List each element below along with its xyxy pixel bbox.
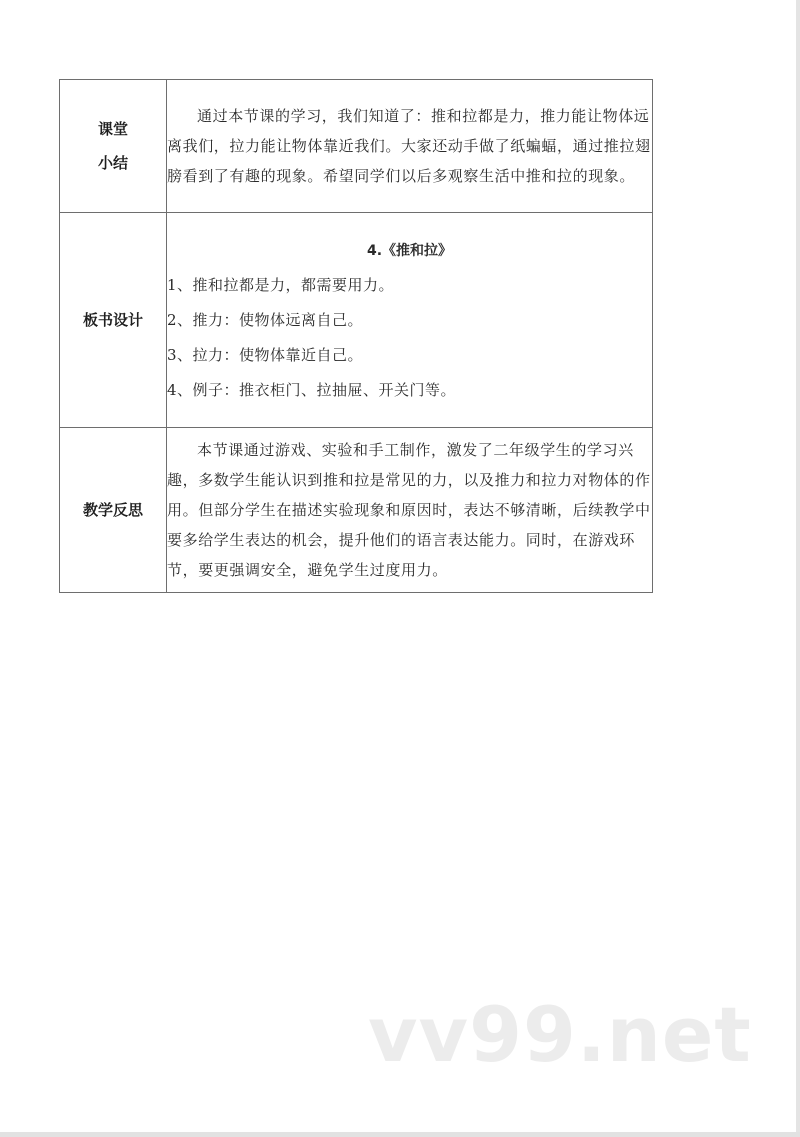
table-row-summary bbox=[60, 80, 653, 213]
summary-label-line-2: 小结 bbox=[97, 154, 128, 172]
watermark-text: vv99.net bbox=[368, 990, 752, 1079]
board-design-item: 3、拉力：使物体靠近自己。 bbox=[167, 345, 364, 364]
table-row-board-design bbox=[60, 213, 653, 428]
reflection-paragraph: 本节课通过游戏、实验和手工制作，激发了二年级学生的学习兴趣，多数学生能认识到推和拉是常见的力，以及推力和拉力对物体的作用。但部分学生在描述实验现象和原因时，表达不够清晰，后续教学中要多给学生表达的机会，提升他们的语言表达能力。同时，在游戏环节，要更强调安全，避免学生过度用力。 bbox=[167, 441, 651, 579]
board-design-content-cell bbox=[167, 213, 653, 428]
board-design-label: 板书设计 bbox=[82, 311, 143, 329]
reflection-label-cell bbox=[60, 428, 167, 593]
reflection-content-cell bbox=[167, 428, 653, 593]
board-design-item: 4、例子：推衣柜门、拉抽屉、开关门等。 bbox=[167, 380, 457, 399]
board-design-item: 2、推力：使物体远离自己。 bbox=[167, 310, 364, 329]
page-right-edge bbox=[796, 0, 800, 1137]
page-bottom-edge bbox=[0, 1132, 800, 1137]
table-row-reflection bbox=[60, 428, 653, 593]
board-design-title: 4.《推和拉》 bbox=[366, 242, 453, 259]
summary-label-line-1: 课堂 bbox=[97, 120, 128, 138]
board-design-item: 1、推和拉都是力，都需要用力。 bbox=[167, 275, 395, 294]
reflection-label: 教学反思 bbox=[82, 501, 143, 519]
board-design-label-cell bbox=[60, 213, 167, 428]
summary-content-cell bbox=[167, 80, 653, 213]
lesson-plan-table bbox=[59, 79, 653, 593]
summary-paragraph: 通过本节课的学习，我们知道了：推和拉都是力，推力能让物体远离我们，拉力能让物体靠近我们。大家还动手做了纸蝙蝠，通过推拉翅膀看到了有趣的现象。希望同学们以后多观察生活中推和拉的现象。 bbox=[167, 107, 651, 185]
summary-label-cell bbox=[60, 80, 167, 213]
